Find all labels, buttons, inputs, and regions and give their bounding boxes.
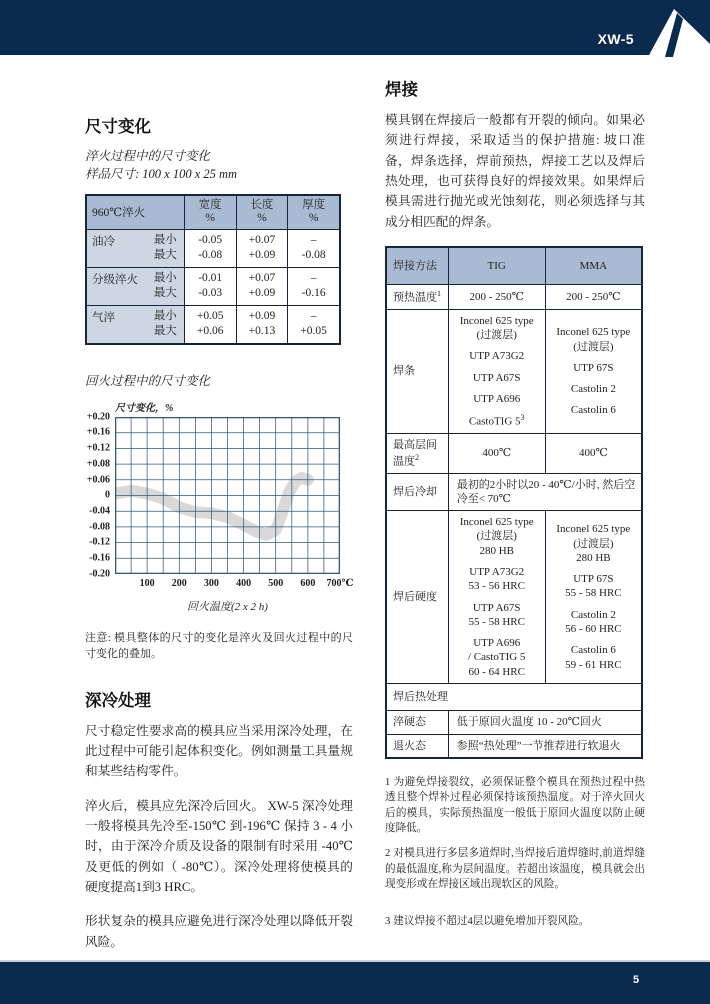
subzero-paragraph: 淬火后，模具应先深冷后回火。 XW-5 深冷处理一般将模具先冷至-150℃ 到-196℃ 保持 3 - 4 小时，由于深冷介质及设备的限制有时采用 -40℃及更低的例如（ -80℃）。深冷处理将使模具的硬度提高1到3 HRC。 — [85, 798, 353, 894]
welding-table — [385, 246, 643, 759]
quench-table — [85, 194, 341, 345]
tempering-chart — [85, 371, 353, 614]
quench-table-header-row — [86, 195, 340, 229]
page-number: 5 — [633, 974, 640, 986]
chart-title: 回火过程中的尺寸变化 — [85, 373, 211, 388]
hardness-row: 焊后硬度 Inconel 625 type (过渡层) 280 HB UTP A73G2 53 - 56 HRC UTP A67S 55 - 58 HRC UTP A696 / CastoTIG 5 60 - 64 HRC Inconel 625 type (过渡层) 280 HB UTP 67S 55 - 58 HRC Castolin 2 56 - 60 HRC Castolin 6 59 - 61 HRC — [386, 511, 642, 684]
subzero-paragraph: 尺寸稳定性要求高的模具应当采用深冷处理，在此过程中可能引起体积变化。例如测量工具量规和某些结构零件。 — [85, 723, 353, 779]
pwht-row: 退火态 参照“热处理”一节推荐进行软退火 — [386, 734, 642, 758]
dimension-subtitle: 淬火过程中的尺寸变化 — [85, 149, 211, 163]
col-width: 宽度 % — [184, 195, 236, 229]
electrode-row: 焊条 Inconel 625 type (过渡层) UTP A73G2 UTP A67S UTP A696 CastoTIG $5^3$ Inconel 625 type (过渡层) UTP 67S Castolin 2 Castolin 6 — [386, 309, 642, 433]
chart-note: 注意: 模具整体的尺寸的变化是淬火及回火过程中的尺寸变化的叠加。 — [85, 631, 353, 661]
footnote: 1 为避免焊接裂纹，必须保证整个模具在预热过程中热透且整个焊补过程必须保持该预热温度。对于淬火回火后的模具，实际预热温度一般低于原回火温度以防止硬度降低。 — [385, 776, 645, 835]
chart-x-ticks: 100 200 300 400 500 600 700℃ — [139, 577, 354, 589]
footnotes — [385, 775, 645, 930]
sample-size: 样品尺寸: 100 x 100 x 25 mm — [85, 167, 238, 182]
row-label: 油冷 — [92, 235, 115, 248]
welding-table-header-row: 焊接方法 TIG MMA — [386, 247, 642, 285]
left-column — [85, 113, 353, 966]
quench-corner-cell: 960℃淬火 — [86, 195, 184, 229]
table-row: 气淬 最小 最大 +0.05 +0.06 +0.09 +0.13 – +0.05 — [86, 305, 340, 344]
footer-bar — [0, 960, 710, 1004]
footnote: 2 对模具进行多层多道焊时,当焊接后道焊缝时,前道焊缝的最低温度,称为层间温度。若超出该温度，模具就会出现变形或在焊接区域出现软区的风险。 — [385, 848, 645, 891]
brand-logo-icon — [640, 0, 710, 60]
preheat-row: 预热温度$^1$ 200 - 250℃ 200 - 250℃ — [386, 284, 642, 309]
chart-x-axis-label: 回火温度(2 x 2 h) — [187, 600, 268, 613]
welding-intro: 模具钢在焊接后一般都有开裂的倾向。如果必须进行焊接，采取适当的保护措施: 坡口准备，焊条选择，焊前预热，焊接工艺以及焊后热处理，也可获得良好的焊接效果。如果焊后模具需进行抛光或光蚀刻花，则必须选择与其成分相匹配的焊条。 — [385, 113, 645, 229]
table-row: 分级淬火 最小 最大 -0.01 -0.03 +0.07 +0.09 – -0.16 — [86, 267, 340, 305]
table-row: 油冷 最小 最大 -0.05 -0.08 +0.07 +0.09 – -0.08 — [86, 229, 340, 267]
col-thickness: 厚度 % — [288, 195, 340, 229]
subzero-paragraph: 形状复杂的模具应避免进行深冷处理以降低开裂风险。 — [85, 914, 353, 949]
cooling-row: 焊后冷却 最初的2小时以20 - 40℃/小时, 然后空冷至< 70℃ — [386, 473, 642, 511]
right-column — [385, 76, 645, 940]
chart-y-ticks: +0.20 +0.16 +0.12 +0.08 +0.06 0 -0.04 -0.08 -0.12 -0.16 -0.20 — [86, 411, 110, 580]
col-length: 长度 % — [236, 195, 288, 229]
footnote: 3 建议焊接不超过4层以避免增加开裂风险。 — [385, 916, 590, 928]
pwht-band-row: 焊后热处理 — [386, 684, 642, 711]
row-label: 分级淬火 — [92, 273, 138, 286]
product-code: XW-5 — [597, 31, 634, 47]
chart-y-axis-label: 尺寸变化，% — [115, 402, 174, 414]
dimension-section-title: 尺寸变化 — [85, 117, 151, 136]
chart-plot — [115, 417, 340, 574]
pwht-row: 淬硬态 低于原回火温度 10 - 20℃回火 — [386, 711, 642, 734]
subzero-section — [85, 687, 353, 952]
interpass-row: 最高层间温度$^2$ 400℃ 400℃ — [386, 434, 642, 473]
header-bar — [0, 0, 710, 55]
subzero-section-title: 深冷处理 — [85, 690, 151, 710]
row-label: 气淬 — [92, 311, 115, 324]
welding-section-title: 焊接 — [385, 80, 418, 99]
